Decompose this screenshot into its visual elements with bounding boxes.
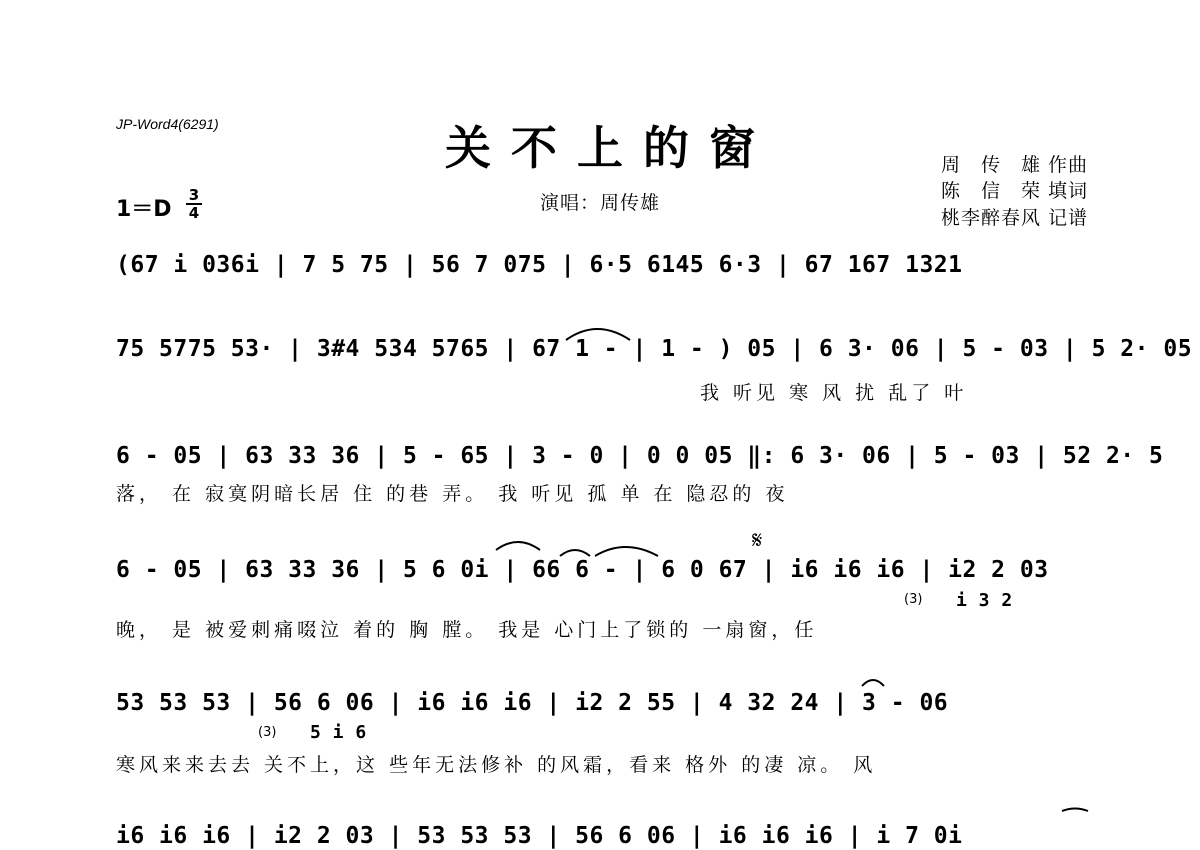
time-sig-bottom: 4 bbox=[188, 204, 200, 222]
lyric-line-2: 落， 在 寂寞阴暗长居 住 的巷 弄。 我 听见 孤 单 在 隐忍的 夜 bbox=[116, 483, 789, 505]
alt-notes-b: 5 i 6 bbox=[310, 722, 367, 743]
score-line-2: 75 5775 53· | 3#4 534 5765 | 67 1 - | 1 - ) 05 | 6 3· 06 | 5 - 03 | 5 2· 05 bbox=[116, 336, 1193, 362]
tie-arc bbox=[560, 550, 590, 556]
triplet-mark-a: (3) bbox=[904, 592, 923, 607]
credit-lyricist: 陈 信 荣 填词 bbox=[940, 180, 1088, 202]
tie-arc bbox=[1062, 809, 1088, 812]
triplet-mark-b: (3) bbox=[258, 725, 277, 740]
score-line-4: 6 - 05 | 63 33 36 | 5 6 0i | 66 6 - | 6 0 67 | i6 i6 i6 | i2 2 03 bbox=[116, 557, 1049, 583]
key-signature: 1＝D bbox=[116, 197, 172, 222]
tie-arc bbox=[566, 329, 630, 340]
credit-transcriber: 桃李醉春风 记谱 bbox=[940, 207, 1088, 229]
score-line-6: i6 i6 i6 | i2 2 03 | 53 53 53 | 56 6 06 | i6 i6 i6 | i 7 0i bbox=[116, 823, 963, 849]
lyric-line-4: 寒风来来去去 关不上，这 些年无法修补 的风霜，看来 格外 的凄 凉。 风 bbox=[116, 754, 877, 776]
alt-notes-a: i 3 2 bbox=[956, 590, 1013, 611]
lyric-line-3: 晚， 是 被爱刺痛啜泣 着的 胸 膛。 我是 心门上了锁的 一扇窗，任 bbox=[116, 619, 818, 641]
score-line-3: 6 - 05 | 63 33 36 | 5 - 65 | 3 - 0 | 0 0 05 ‖: 6 3· 06 | 5 - 03 | 52 2· 5 bbox=[116, 443, 1164, 469]
segno-sign: 𝄋 bbox=[752, 526, 763, 554]
tie-arc bbox=[595, 547, 658, 556]
singer-label: 演唱：周传雄 bbox=[539, 192, 660, 214]
tie-arc bbox=[496, 542, 540, 550]
lyric-line-1: 我 听见 寒 风 扰 乱了 叶 bbox=[700, 382, 968, 404]
credit-composer: 周 传 雄 作曲 bbox=[940, 154, 1088, 176]
source-label: JP-Word4(6291) bbox=[116, 116, 219, 132]
tie-arc bbox=[862, 680, 884, 686]
time-sig-top: 3 bbox=[188, 186, 200, 204]
score-line-5: 53 53 53 | 56 6 06 | i6 i6 i6 | i2 2 55 | 4 32 24 | 3 - 06 bbox=[116, 690, 949, 716]
song-title: 关不上的窗 bbox=[445, 121, 775, 175]
score-line-1: (67 i 036i | 7 5 75 | 56 7 075 | 6·5 6145 6·3 | 67 167 1321 bbox=[116, 252, 963, 278]
